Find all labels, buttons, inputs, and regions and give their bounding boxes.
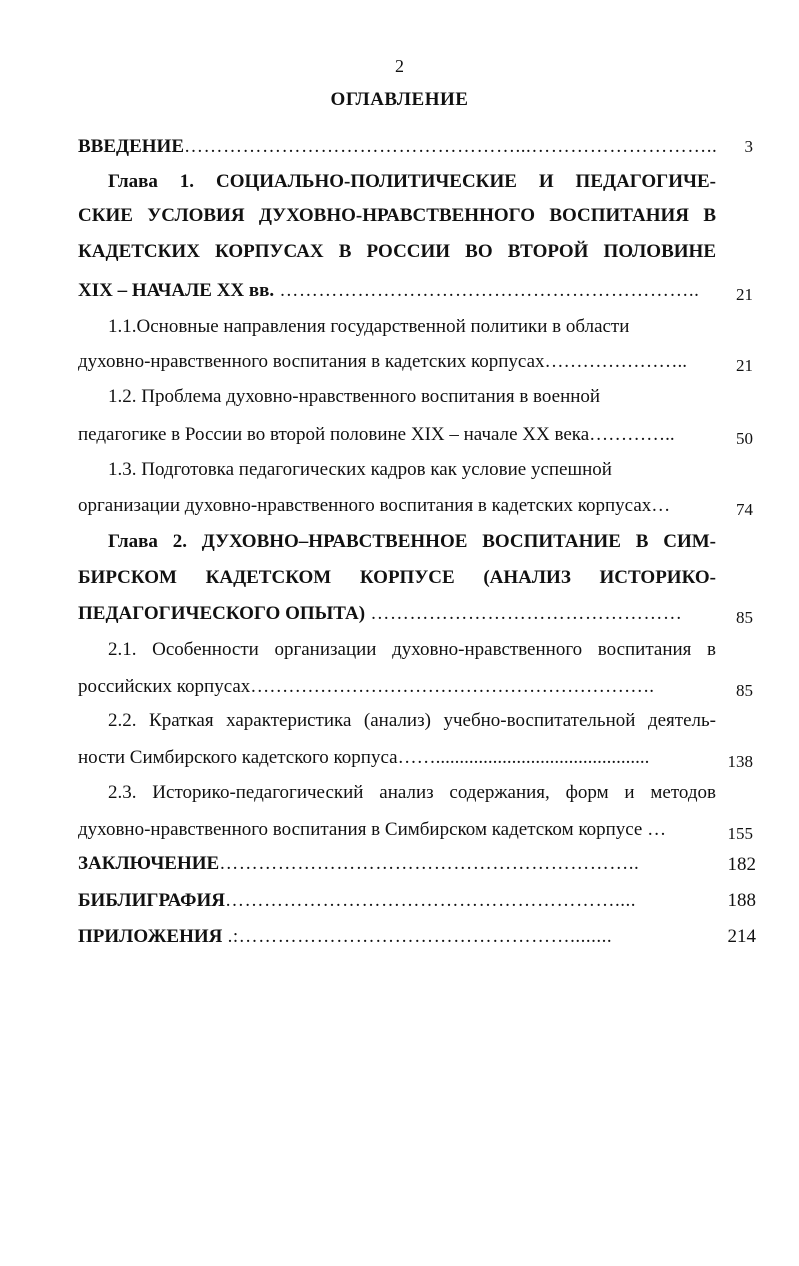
bibliography-label: БИБЛИГРАФИЯ [78,890,225,911]
leader-dots: ……………………………………………………….. [274,280,700,301]
section-2-3-page: 155 [727,824,753,843]
intro-page: 3 [744,137,753,156]
section-1-1-line1[interactable]: 1.1.Основные направления государственной политики в области [108,316,630,337]
toc-entry-bibliography[interactable] [78,889,636,913]
conclusion-label: ЗАКЛЮЧЕНИЕ [78,853,220,874]
chapter1-heading-line3: КАДЕТСКИХ КОРПУСАХ В РОССИИ ВО ВТОРОЙ ПОЛОВИНЕ [78,241,716,262]
section-1-1-line2: духовно-нравственного воспитания в кадетских корпусах………………….. [78,351,688,372]
section-1-3-page: 74 [736,500,753,519]
section-1-3-line1[interactable]: 1.3. Подготовка педагогических кадров как условие успешной [108,459,612,480]
page-number: 2 [395,56,404,76]
chapter1-heading-end: XIX – НАЧАЛЕ XX вв. [78,280,275,301]
leader-dots: ………………………………………… [365,603,683,624]
section-1-3-line2: организации духовно-нравственного воспитания в кадетских корпусах… [78,495,671,516]
section-2-2-line1[interactable]: 2.2. Краткая характеристика (анализ) учебно-воспитательной деятель- [108,710,716,731]
section-2-2-line2: ности Симбирского кадетского корпуса……............................................. [78,747,650,768]
section-1-1-page: 21 [736,356,753,375]
chapter2-heading-line2: БИРСКОМ КАДЕТСКОМ КОРПУСЕ (АНАЛИЗ ИСТОРИКО- [78,567,716,588]
intro-label: ВВЕДЕНИЕ [78,136,184,157]
chapter1-page: 21 [736,285,753,304]
appendix-label: ПРИЛОЖЕНИЯ [78,926,223,947]
leader-dots: .:……………………………………………........ [222,926,613,947]
conclusion-page: 182 [727,854,756,875]
section-1-2-line1[interactable]: 1.2. Проблема духовно-нравственного воспитания в военной [108,386,601,407]
section-1-2-line2: педагогике в России во второй половине XIX – начале XX века………….. [78,424,675,445]
chapter2-page: 85 [736,608,753,627]
bibliography-page: 188 [727,890,756,911]
toc-entry-conclusion[interactable] [78,852,639,876]
chapter2-heading-line1[interactable]: Глава 2. ДУХОВНО–НРАВСТВЕННОЕ ВОСПИТАНИЕ В СИМ- [108,531,716,552]
section-2-1-line1[interactable]: 2.1. Особенности организации духовно-нравственного воспитания в [108,639,716,660]
chapter1-heading-line4 [78,279,699,303]
toc-entry-appendix[interactable] [78,925,612,949]
leader-dots: …………………………………………………….... [224,890,636,911]
section-1-2-page: 50 [736,429,753,448]
chapter1-heading-line1[interactable]: Глава 1. СОЦИАЛЬНО-ПОЛИТИЧЕСКИЕ И ПЕДАГОГИЧЕ- [108,171,716,192]
chapter2-heading-line3 [78,602,682,626]
toc-entry-intro[interactable] [78,135,717,159]
leader-dots: ……………………………………………...……………………….. [184,136,718,157]
section-2-1-line2: российских корпусах………………………………………………………. [78,676,655,697]
chapter1-heading-line2: СКИЕ УСЛОВИЯ ДУХОВНО-НРАВСТВЕННОГО ВОСПИТАНИЯ В [78,205,716,226]
section-2-3-line1[interactable]: 2.3. Историко-педагогический анализ содержания, форм и методов [108,782,716,803]
chapter2-heading-end: ПЕДАГОГИЧЕСКОГО ОПЫТА) [78,603,366,624]
leader-dots: ……………………………………………………….. [219,853,640,874]
appendix-page: 214 [727,926,756,947]
section-2-3-line2: духовно-нравственного воспитания в Симбирском кадетском корпусе … [78,819,667,840]
toc-title: ОГЛАВЛЕНИЕ [330,89,469,110]
section-2-2-page: 138 [727,752,753,771]
section-2-1-page: 85 [736,681,753,700]
